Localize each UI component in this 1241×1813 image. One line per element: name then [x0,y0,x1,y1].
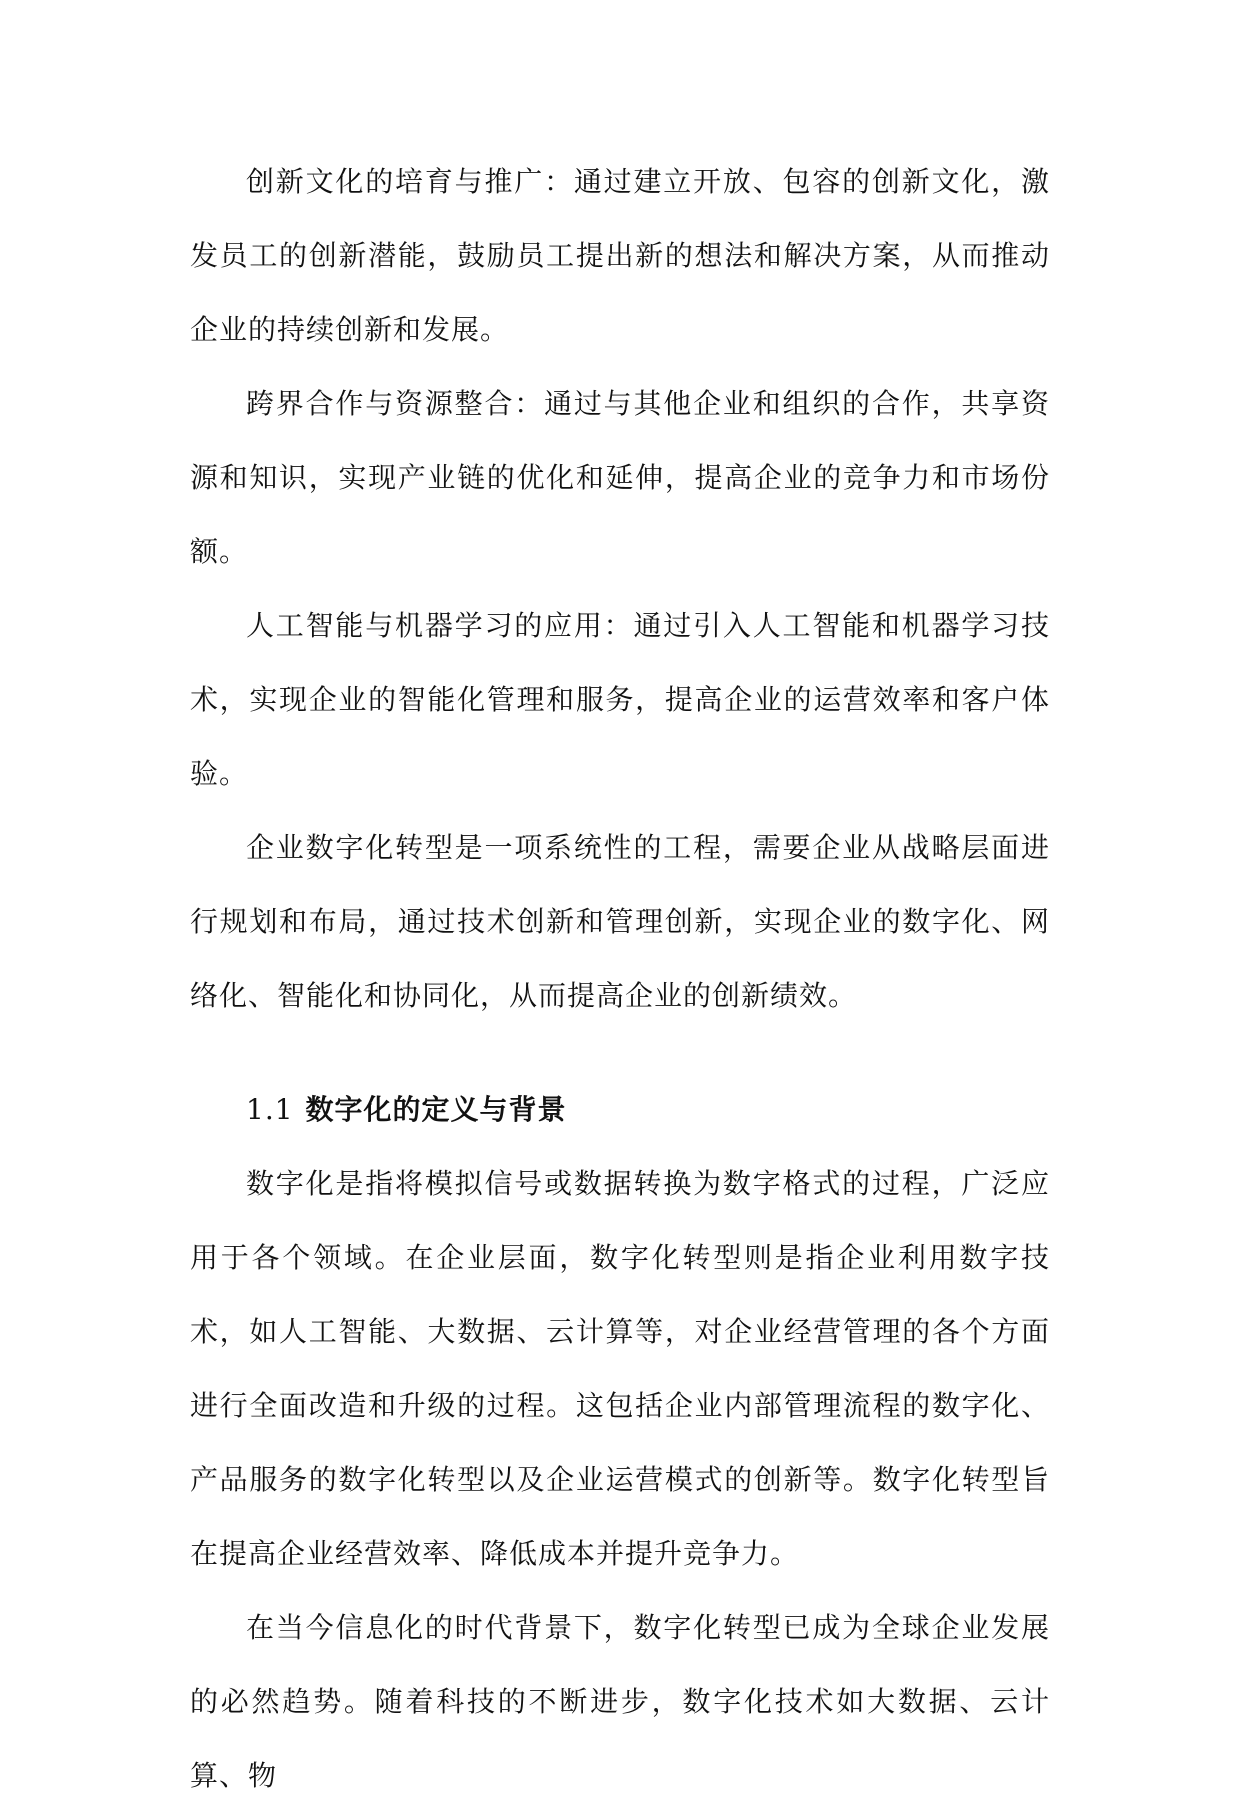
paragraph-cross-border-cooperation: 跨界合作与资源整合：通过与其他企业和组织的合作，共享资源和知识，实现产业链的优化和延伸，提高企业的竞争力和市场份额。 [190,387,1050,568]
paragraph-digitalization-background: 在当今信息化的时代背景下，数字化转型已成为全球企业发展的必然趋势。随着科技的不断进步，数字化技术如大数据、云计算、物 [190,1611,1050,1792]
section-heading [190,1073,1050,1147]
paragraph-digital-transformation-summary: 企业数字化转型是一项系统性的工程，需要企业从战略层面进行规划和布局，通过技术创新和管理创新，实现企业的数字化、网络化、智能化和协同化，从而提高企业的创新绩效。 [190,831,1050,1012]
section-number: 1.1 [246,1093,294,1126]
paragraph-ai-application: 人工智能与机器学习的应用：通过引入人工智能和机器学习技术，实现企业的智能化管理和服务，提高企业的运营效率和客户体验。 [190,609,1050,790]
paragraph-digitalization-definition: 数字化是指将模拟信号或数据转换为数字格式的过程，广泛应用于各个领域。在企业层面，数字化转型则是指企业利用数字技术，如人工智能、大数据、云计算等，对企业经营管理的各个方面进行全面改造和升级的过程。这包括企业内部管理流程的数字化、产品服务的数字化转型以及企业运营模式的创新等。数字化转型旨在提高企业经营效率、降低成本并提升竞争力。 [190,1167,1050,1570]
section-title: 数字化的定义与背景 [305,1093,567,1126]
document-body [190,145,1050,1813]
paragraph-innovation-culture: 创新文化的培育与推广：通过建立开放、包容的创新文化，激发员工的创新潜能，鼓励员工提出新的想法和解决方案，从而推动企业的持续创新和发展。 [190,165,1050,346]
